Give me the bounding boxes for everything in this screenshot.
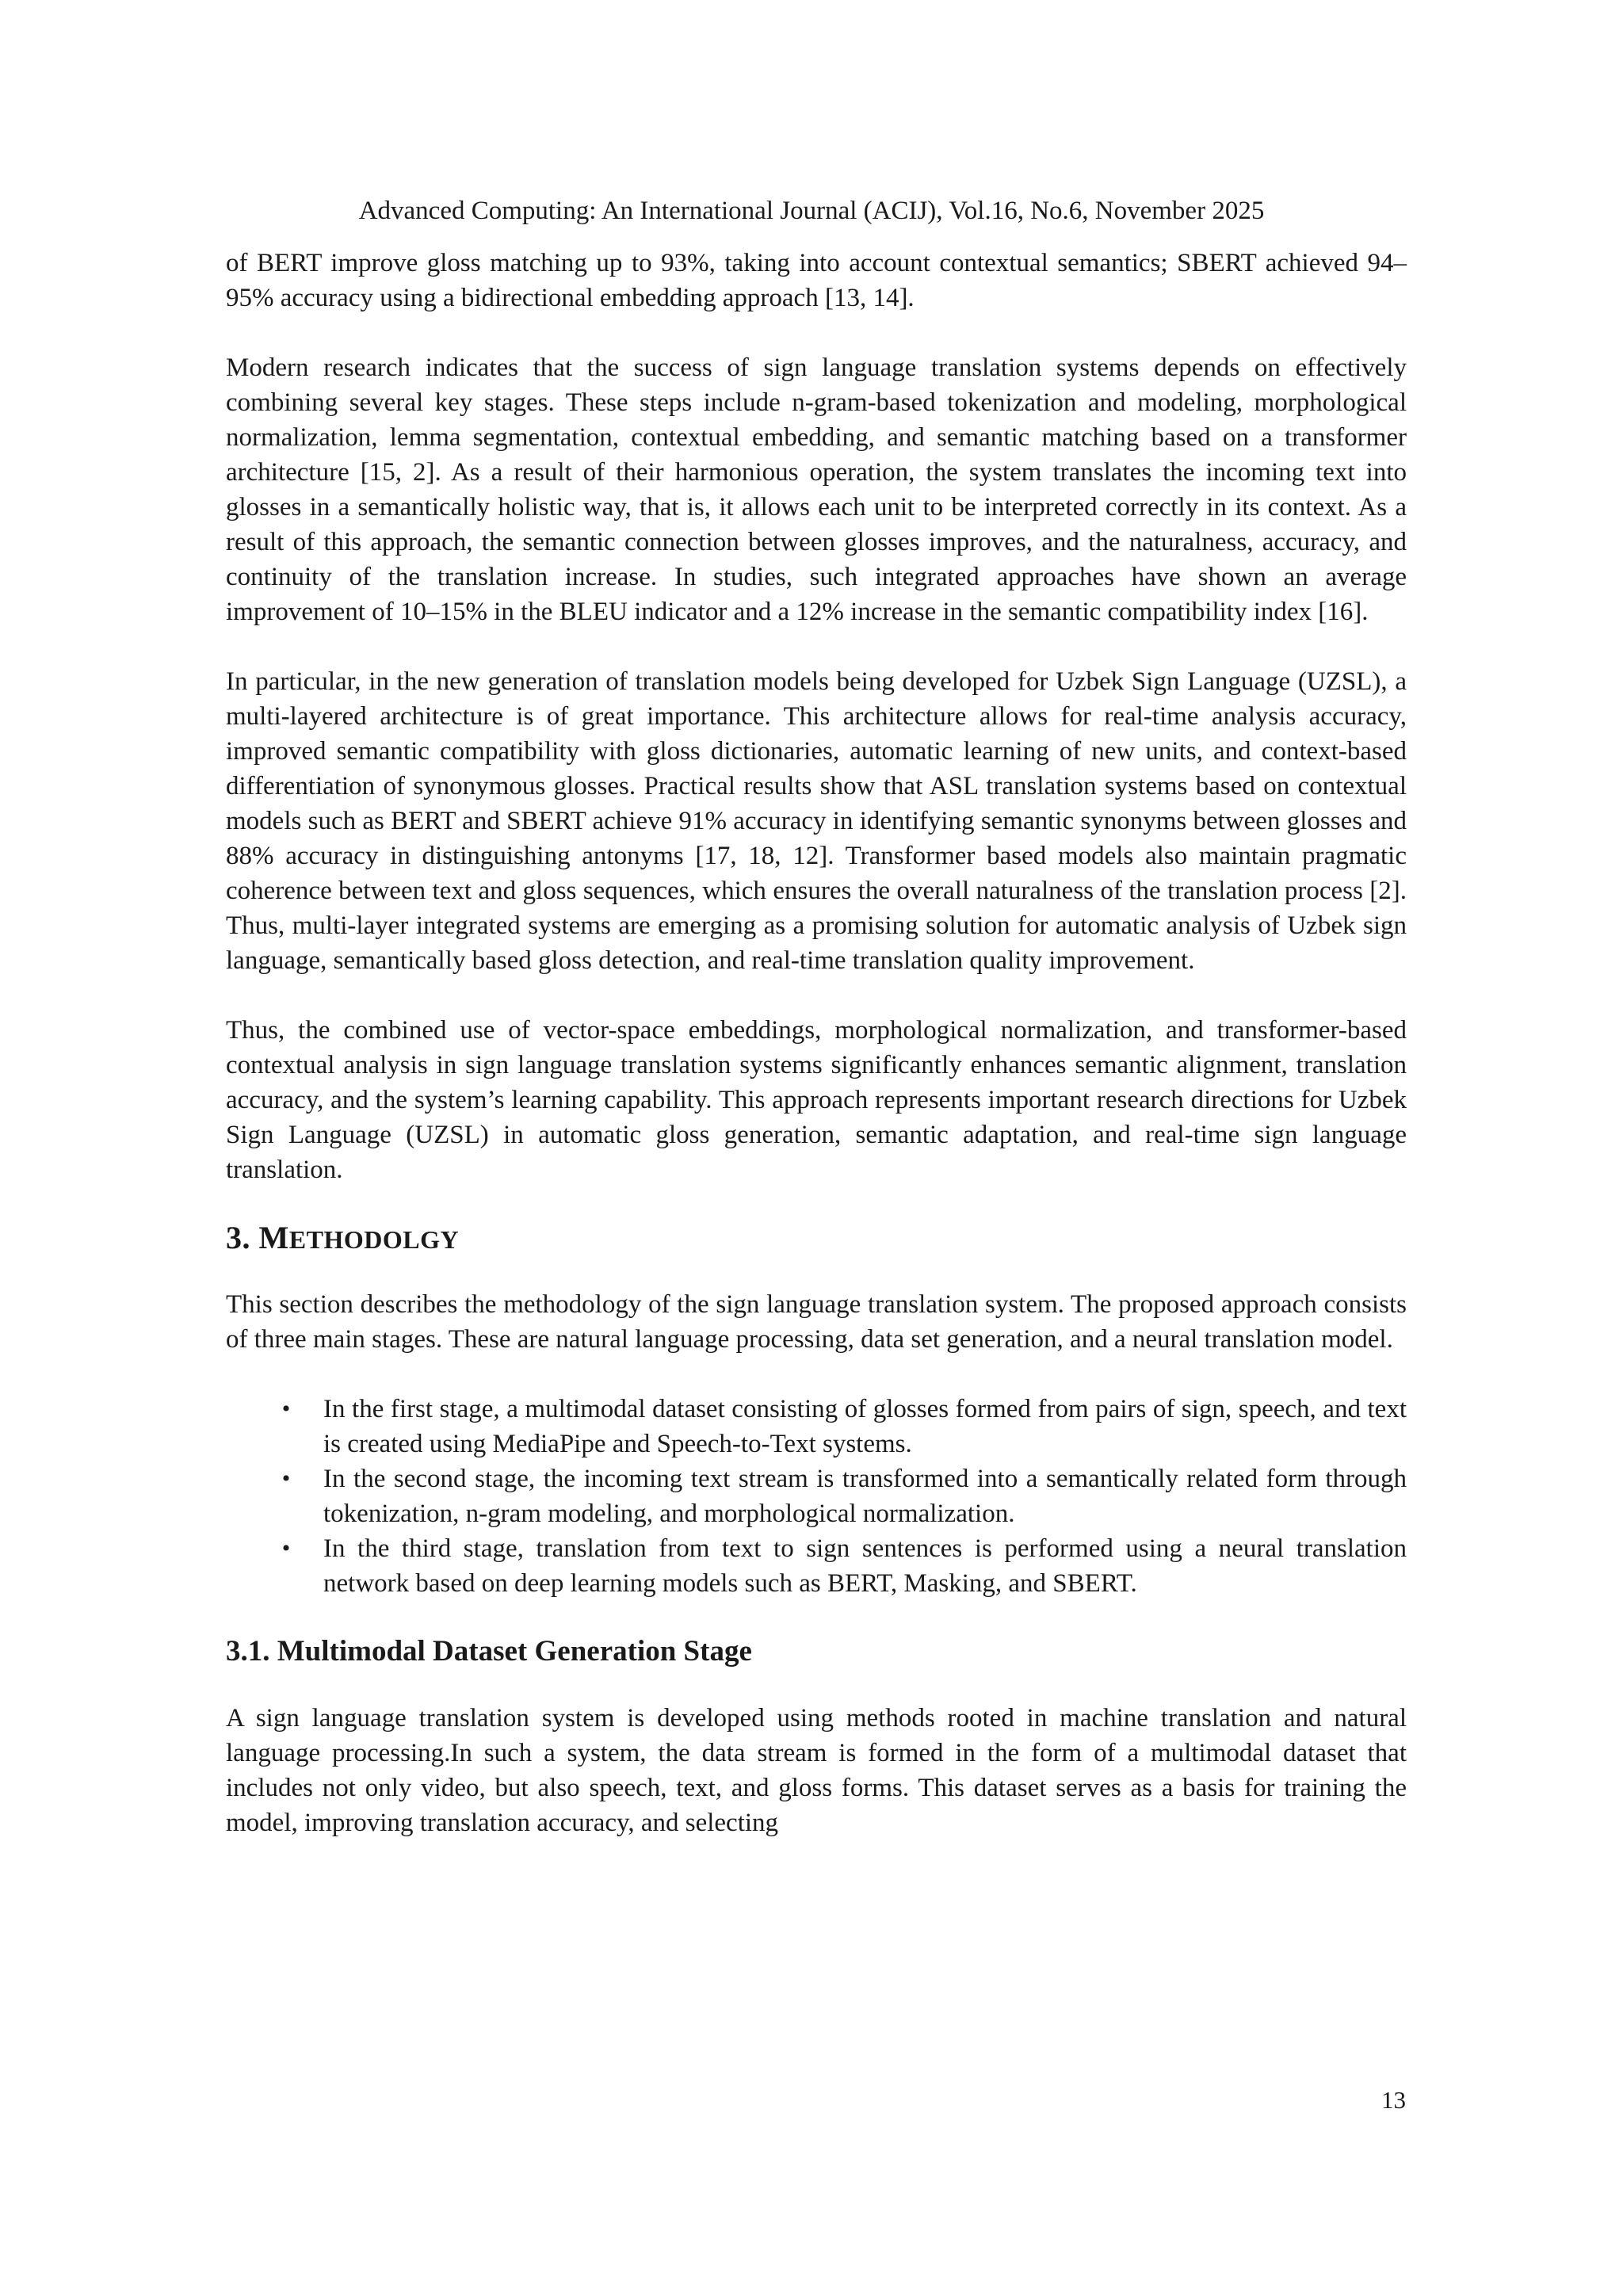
paragraph-bert-gloss-matching: of BERT improve gloss matching up to 93%, taking into account contextual semantics; SBERT achieved 94–95% accuracy using a bidirectional embedding approach [13, 14]. (226, 249, 1407, 312)
running-header: Advanced Computing: An International Journal (ACIJ), Vol.16, No.6, November 2025 (358, 197, 1265, 225)
bullet-icon: • (281, 1396, 291, 1422)
list-item (226, 1392, 1407, 1461)
subsection-heading-dataset-generation: 3.1. Multimodal Dataset Generation Stage (226, 1635, 752, 1668)
list-item (226, 1531, 1407, 1601)
section-number: 3. (226, 1220, 250, 1255)
paragraph-uzsl-architecture: In particular, in the new generation of translation models being developed for Uzbek Sign Language (UZSL), a multi-layered architecture is of great importance. This architecture allows for real-time analysis accuracy, improved semantic compatibility with gloss dictionaries, automatic learning of new units, and context-based differentiation of synonymous glosses. Practical results show that ASL translation systems based on contextual models such as BERT and SBERT achieve 91% accuracy in identifying semantic synonyms between glosses and 88% accuracy in distinguishing antonyms [17, 18, 12]. Transformer based models also maintain pragmatic coherence between text and gloss sequences, which ensures the overall naturalness of the translation process [2]. Thus, multi-layer integrated systems are emerging as a promising solution for automatic analysis of Uzbek sign language, semantically based gloss detection, and real-time translation quality improvement. (226, 667, 1407, 975)
paragraph-combined-use: Thus, the combined use of vector-space embeddings, morphological normalization, and transformer-based contextual analysis in sign language translation systems significantly enhances semantic alignment, translation accuracy, and the system’s learning capability. This approach represents important research directions for Uzbek Sign Language (UZSL) in automatic gloss generation, semantic adaptation, and real-time sign language translation. (226, 1016, 1407, 1184)
paragraph-modern-research: Modern research indicates that the success of sign language translation systems depends on effectively combining several key stages. These steps include n-gram-based tokenization and modeling, morphological normalization, lemma segmentation, contextual embedding, and semantic matching based on a transformer architecture [15, 2]. As a result of their harmonious operation, the system translates the incoming text into glosses in a semantically holistic way, that is, it allows each unit to be interpreted correctly in its context. As a result of this approach, the semantic connection between glosses improves, and the naturalness, accuracy, and continuity of the translation increase. In studies, such integrated approaches have shown an average improvement of 10–15% in the BLEU indicator and a 12% increase in the semantic compatibility index [16]. (226, 353, 1407, 626)
section-title-initial: M (258, 1220, 289, 1255)
bullet-text: In the second stage, the incoming text stream is transformed into a semantically related form through tokenization, n-gram modeling, and morphological normalization. (323, 1465, 1407, 1528)
bullet-text: In the third stage, translation from text to sign sentences is performed using a neural translation network based on deep learning models such as BERT, Masking, and SBERT. (323, 1534, 1407, 1598)
bullet-icon: • (281, 1465, 291, 1492)
page-number: 13 (1381, 2086, 1406, 2114)
section-heading-methodology (226, 1216, 1407, 1262)
page-body (226, 246, 1407, 1840)
list-item (226, 1461, 1407, 1531)
paragraph-dataset-generation: A sign language translation system is developed using methods rooted in machine translation and natural language processing.In such a system, the data stream is formed in the form of a multimodal dataset that includes not only video, but also speech, text, and gloss forms. This dataset serves as a basis for training the model, improving translation accuracy, and selecting (226, 1704, 1407, 1837)
stages-list (226, 1392, 1407, 1601)
section-title-rest: ETHODOLGY (288, 1225, 460, 1254)
bullet-icon: • (281, 1535, 291, 1561)
bullet-text: In the first stage, a multimodal dataset consisting of glosses formed from pairs of sign, speech, and text is created using MediaPipe and Speech-to-Text systems. (323, 1395, 1407, 1458)
paragraph-methodology-intro: This section describes the methodology of the sign language translation system. The proposed approach consists of three main stages. These are natural language processing, data set generation, and a neural translation model. (226, 1290, 1407, 1354)
